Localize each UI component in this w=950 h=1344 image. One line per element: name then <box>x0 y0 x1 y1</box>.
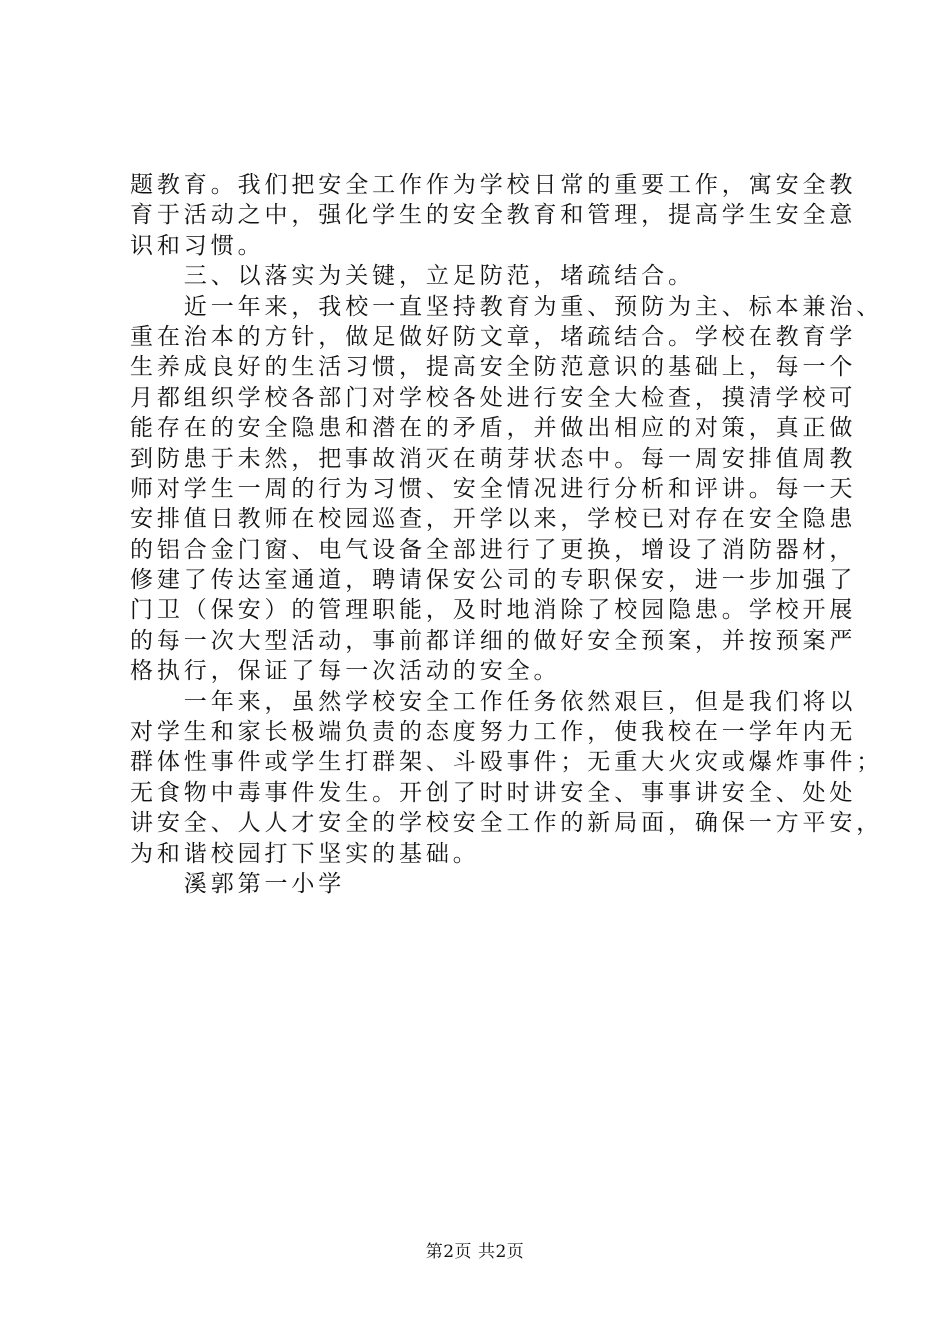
document-body <box>130 170 884 899</box>
text-line: 安排值日教师在校园巡查，开学以来，学校已对存在安全隐患 <box>130 506 857 533</box>
text-line: 识和习惯。 <box>130 232 265 259</box>
text-line: 为和谐校园打下坚实的基础。 <box>130 840 480 867</box>
text-line: 题教育。我们把安全工作作为学校日常的重要工作，寓安全教 <box>130 172 857 198</box>
text-line: 生养成良好的生活习惯，提高安全防范意识的基础上，每一个 <box>130 354 857 381</box>
text-line: 格执行，保证了每一次活动的安全。 <box>130 658 561 685</box>
text-line: 对学生和家长极端负责的态度努力工作，使我校在一学年内无 <box>130 719 857 746</box>
section-heading: 三、以落实为关键，立足防范，堵疏结合。 <box>130 263 695 290</box>
text-line: 修建了传达室通道，聘请保安公司的专职保安，进一步加强了 <box>130 567 857 594</box>
page-footer: 第2页 共2页 <box>425 1242 525 1262</box>
text-line: 门卫（保安）的管理职能，及时地消除了校园隐患。学校开展 <box>130 597 857 624</box>
text-line: 的铝合金门窗、电气设备全部进行了更换，增设了消防器材， <box>130 536 857 563</box>
text-line: 到防患于未然，把事故消灭在萌芽状态中。每一周安排值周教 <box>130 445 857 472</box>
text-line: 的每一次大型活动，事前都详细的做好安全预案，并按预案严 <box>130 627 857 654</box>
text-line: 能存在的安全隐患和潜在的矛盾，并做出相应的对策，真正做 <box>130 415 857 442</box>
text-line: 师对学生一周的行为习惯、安全情况进行分析和评讲。每一天 <box>130 475 857 502</box>
text-line: 讲安全、人人才安全的学校安全工作的新局面，确保一方平安， <box>130 810 884 837</box>
text-line: 无食物中毒事件发生。开创了时时讲安全、事事讲安全、处处 <box>130 779 857 806</box>
text-line: 群体性事件或学生打群架、斗殴事件；无重大火灾或爆炸事件； <box>130 749 884 776</box>
text-line: 月都组织学校各部门对学校各处进行安全大检查，摸清学校可 <box>130 384 857 411</box>
text-line: 重在治本的方针，做足做好防文章，堵疏结合。学校在教育学 <box>130 323 857 350</box>
text-line: 育于活动之中，强化学生的安全教育和管理，提高学生安全意 <box>130 202 857 229</box>
text-line: 一年来，虽然学校安全工作任务依然艰巨，但是我们将以 <box>130 688 857 715</box>
text-line: 近一年来，我校一直坚持教育为重、预防为主、标本兼治、 <box>130 293 884 320</box>
signature-line: 溪郭第一小学 <box>130 870 346 897</box>
